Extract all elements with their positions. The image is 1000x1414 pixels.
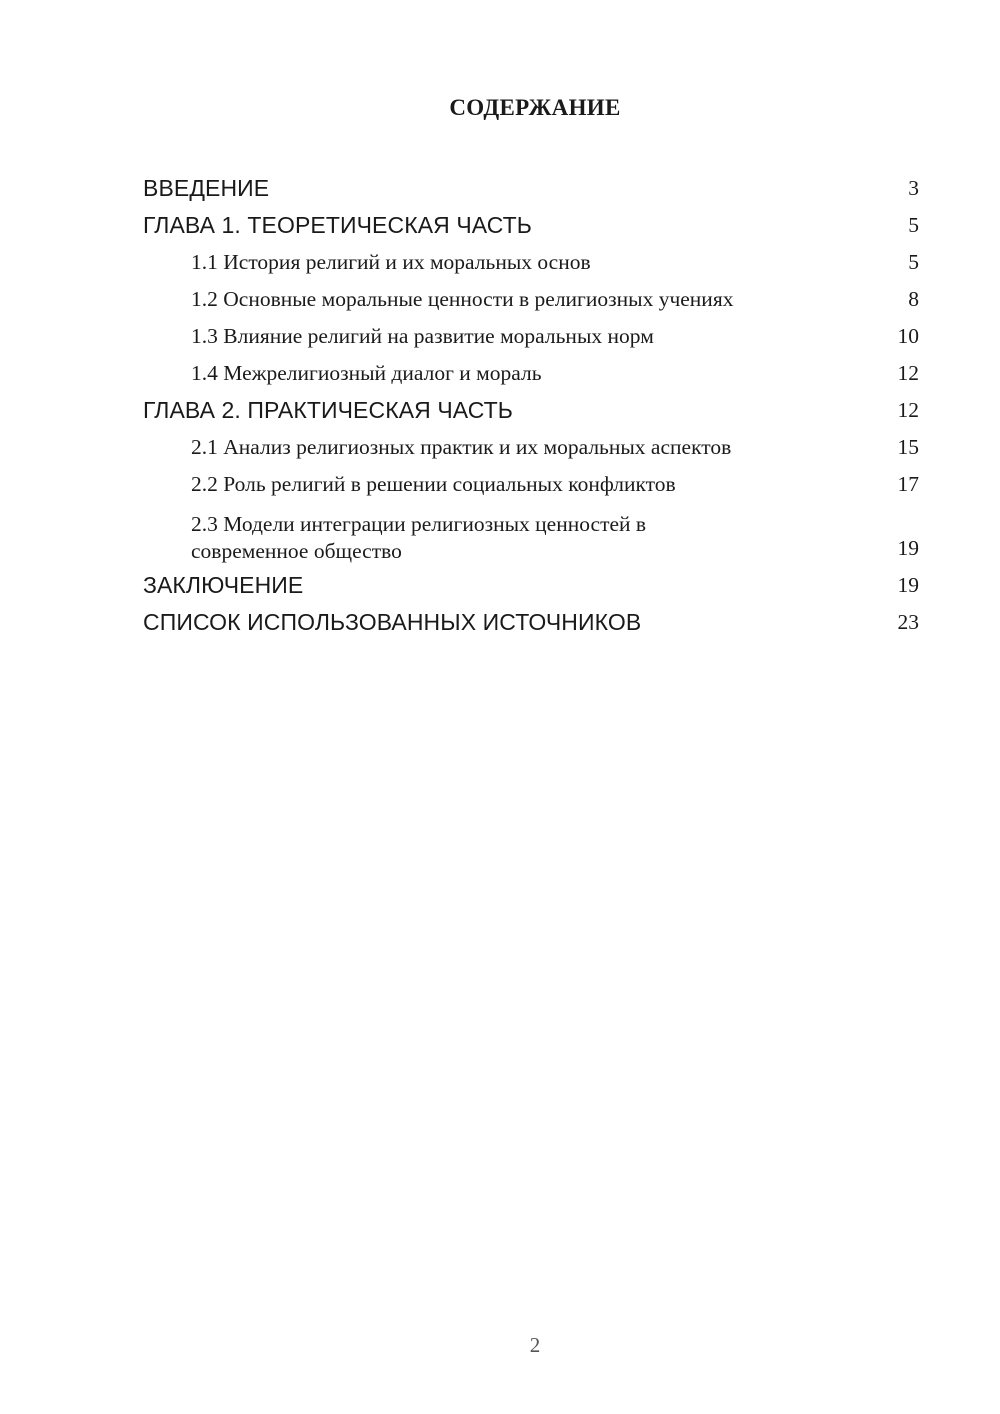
toc-entry-page: 23 — [897, 610, 919, 634]
toc-entry-section-2-1[interactable] — [143, 427, 919, 464]
page-title: СОДЕРЖАНИЕ — [449, 95, 621, 120]
toc-entry-section-1-2[interactable] — [143, 279, 919, 316]
toc-entry-section-2-2[interactable] — [143, 464, 919, 501]
toc-entry-page: 15 — [897, 435, 919, 459]
toc-entry-chapter-2[interactable] — [143, 390, 919, 427]
toc-entry-introduction[interactable] — [143, 168, 919, 205]
toc-entry-label: СПИСОК ИСПОЛЬЗОВАННЫХ ИСТОЧНИКОВ — [143, 609, 642, 635]
toc-entry-label: ЗАКЛЮЧЕНИЕ — [143, 572, 304, 598]
toc-entry-label: 2.3 Модели интеграции религиозных ценностей в современное общество — [191, 512, 647, 563]
toc-entry-page: 12 — [897, 361, 919, 385]
toc-entry-section-1-4[interactable] — [143, 353, 919, 390]
toc-entry-label: 2.1 Анализ религиозных практик и их моральных аспектов — [191, 435, 732, 459]
toc-entry-page: 19 — [897, 536, 919, 560]
table-of-contents — [143, 168, 919, 639]
toc-entry-label: 1.4 Межрелигиозный диалог и мораль — [191, 361, 542, 385]
toc-entry-label: ВВЕДЕНИЕ — [143, 175, 270, 201]
toc-entry-label: ГЛАВА 1. ТЕОРЕТИЧЕСКАЯ ЧАСТЬ — [143, 212, 532, 238]
toc-entry-page: 19 — [897, 573, 919, 597]
toc-entry-references[interactable] — [143, 602, 919, 639]
toc-entry-label: 2.2 Роль религий в решении социальных конфликтов — [191, 472, 676, 496]
toc-entry-section-2-3[interactable] — [143, 501, 919, 565]
toc-entry-page: 3 — [908, 176, 919, 200]
toc-entry-page: 8 — [908, 287, 919, 311]
toc-entry-section-1-1[interactable] — [143, 242, 919, 279]
toc-entry-label: 1.1 История религий и их моральных основ — [191, 250, 591, 274]
toc-entry-chapter-1[interactable] — [143, 205, 919, 242]
toc-entry-label: 1.2 Основные моральные ценности в религиозных учениях — [191, 287, 734, 311]
toc-entry-page: 5 — [908, 213, 919, 237]
toc-entry-page: 10 — [897, 324, 919, 348]
toc-entry-label: 1.3 Влияние религий на развитие моральных норм — [191, 324, 654, 348]
toc-entry-page: 5 — [908, 250, 919, 274]
toc-entry-conclusion[interactable] — [143, 565, 919, 602]
toc-entry-section-1-3[interactable] — [143, 316, 919, 353]
toc-entry-page: 12 — [897, 398, 919, 422]
toc-entry-label: ГЛАВА 2. ПРАКТИЧЕСКАЯ ЧАСТЬ — [143, 397, 514, 423]
toc-entry-page: 17 — [897, 472, 919, 496]
page-number: 2 — [529, 1333, 541, 1357]
